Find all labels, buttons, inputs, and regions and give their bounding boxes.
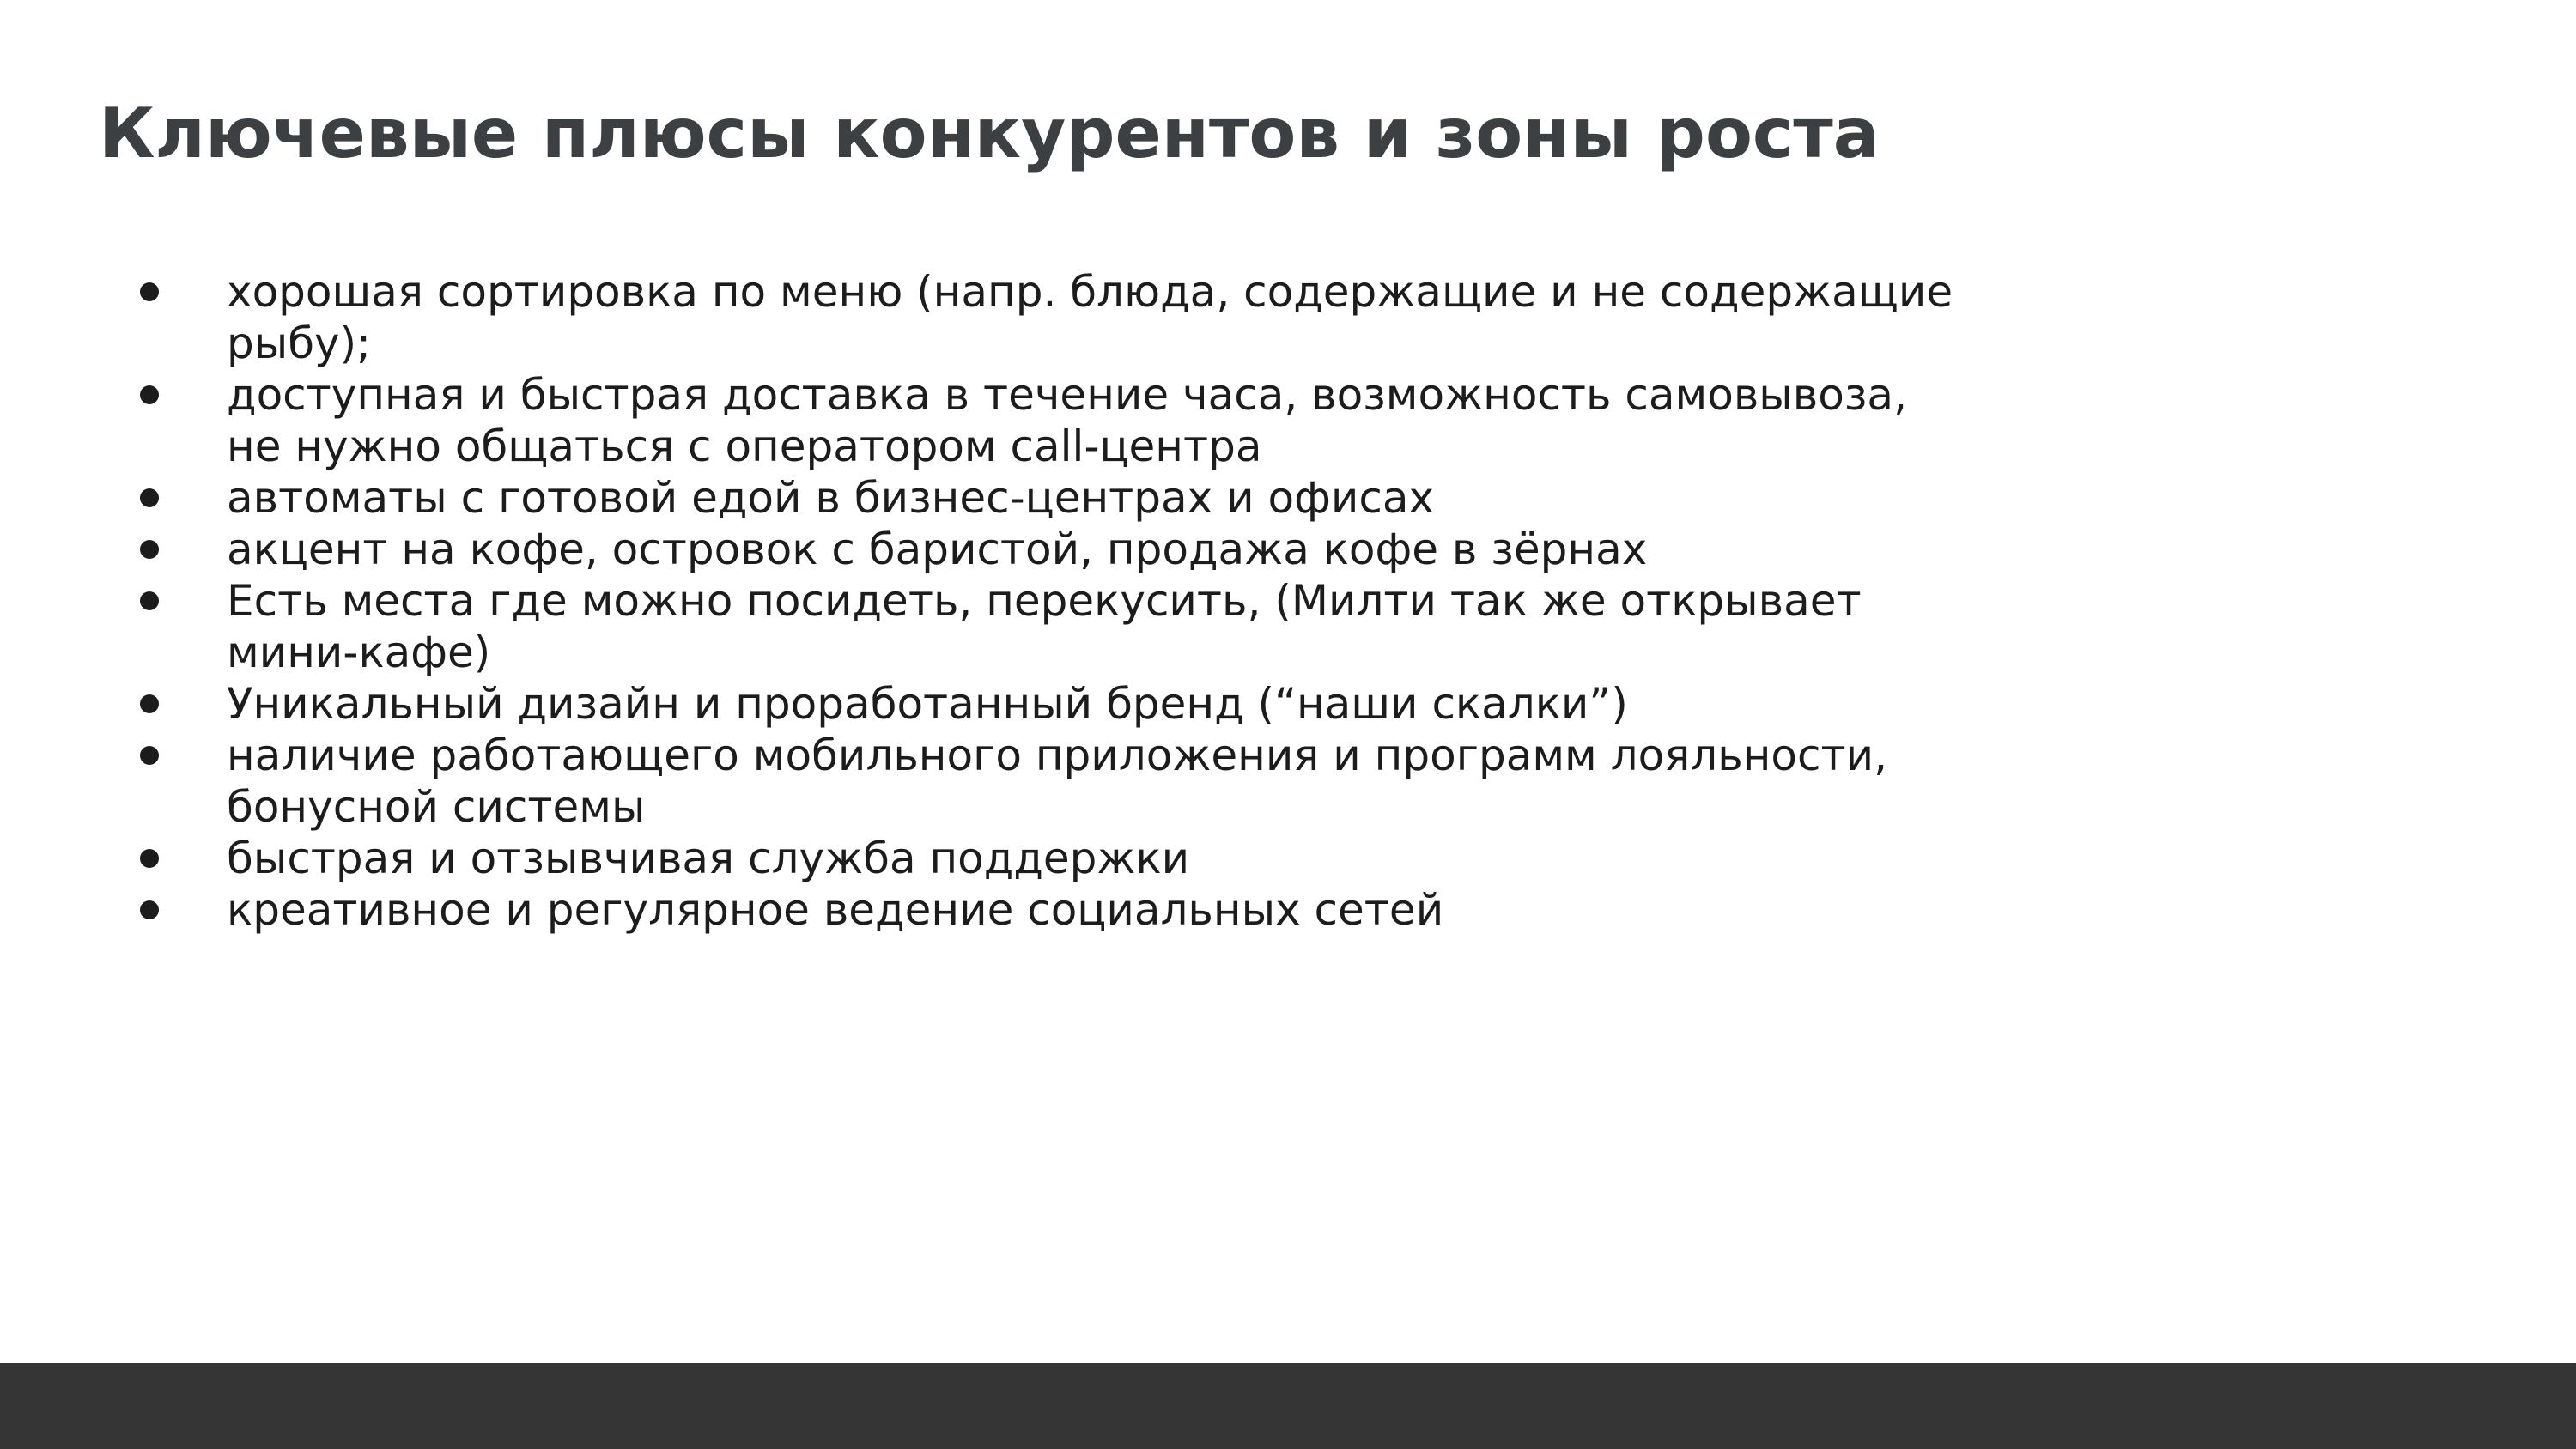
bullet-item xyxy=(0,266,1975,369)
bullet-item xyxy=(0,730,1975,833)
bullet-item xyxy=(0,575,1975,678)
footer-bar xyxy=(0,1363,2576,1449)
bullet-dot-icon xyxy=(140,575,174,627)
bullet-item xyxy=(0,833,1975,884)
bullet-text: Есть места где можно посидеть, перекусить, (Милти так же открывает мини-кафе) xyxy=(227,576,1862,677)
bullet-text: быстрая и отзывчивая служба поддержки xyxy=(227,834,1190,883)
bullet-text: наличие работающего мобильного приложения и программ лояльности, бонусной системы xyxy=(227,731,1888,832)
bullet-dot-icon xyxy=(140,524,174,575)
bullet-dot-icon xyxy=(140,472,174,524)
slide-title: Ключевые плюсы конкурентов и зоны роста xyxy=(99,94,1880,173)
bullet-item xyxy=(0,472,1975,524)
bullet-text: доступная и быстрая доставка в течение часа, возможность самовывоза, не нужно общаться с оператором call-центра xyxy=(227,370,1907,471)
bullet-item xyxy=(0,369,1975,472)
bullet-dot-icon xyxy=(140,730,174,781)
bullet-item xyxy=(0,678,1975,730)
bullet-text: акцент на кофе, островок с баристой, продажа кофе в зёрнах xyxy=(227,524,1648,574)
bullet-list xyxy=(0,266,1975,936)
bullet-dot-icon xyxy=(140,884,174,936)
bullet-dot-icon xyxy=(140,833,174,884)
bullet-item xyxy=(0,524,1975,575)
bullet-dot-icon xyxy=(140,266,174,318)
bullet-dot-icon xyxy=(140,678,174,730)
bullet-text: Уникальный дизайн и проработанный бренд (“наши скалки”) xyxy=(227,679,1628,729)
bullet-text: креативное и регулярное ведение социальных сетей xyxy=(227,885,1444,935)
bullet-item xyxy=(0,884,1975,936)
bullet-text: автоматы с готовой едой в бизнес-центрах и офисах xyxy=(227,473,1435,523)
bullet-dot-icon xyxy=(140,369,174,421)
bullet-text: хорошая сортировка по меню (напр. блюда, содержащие и не содержащие рыбу); xyxy=(227,267,1953,368)
